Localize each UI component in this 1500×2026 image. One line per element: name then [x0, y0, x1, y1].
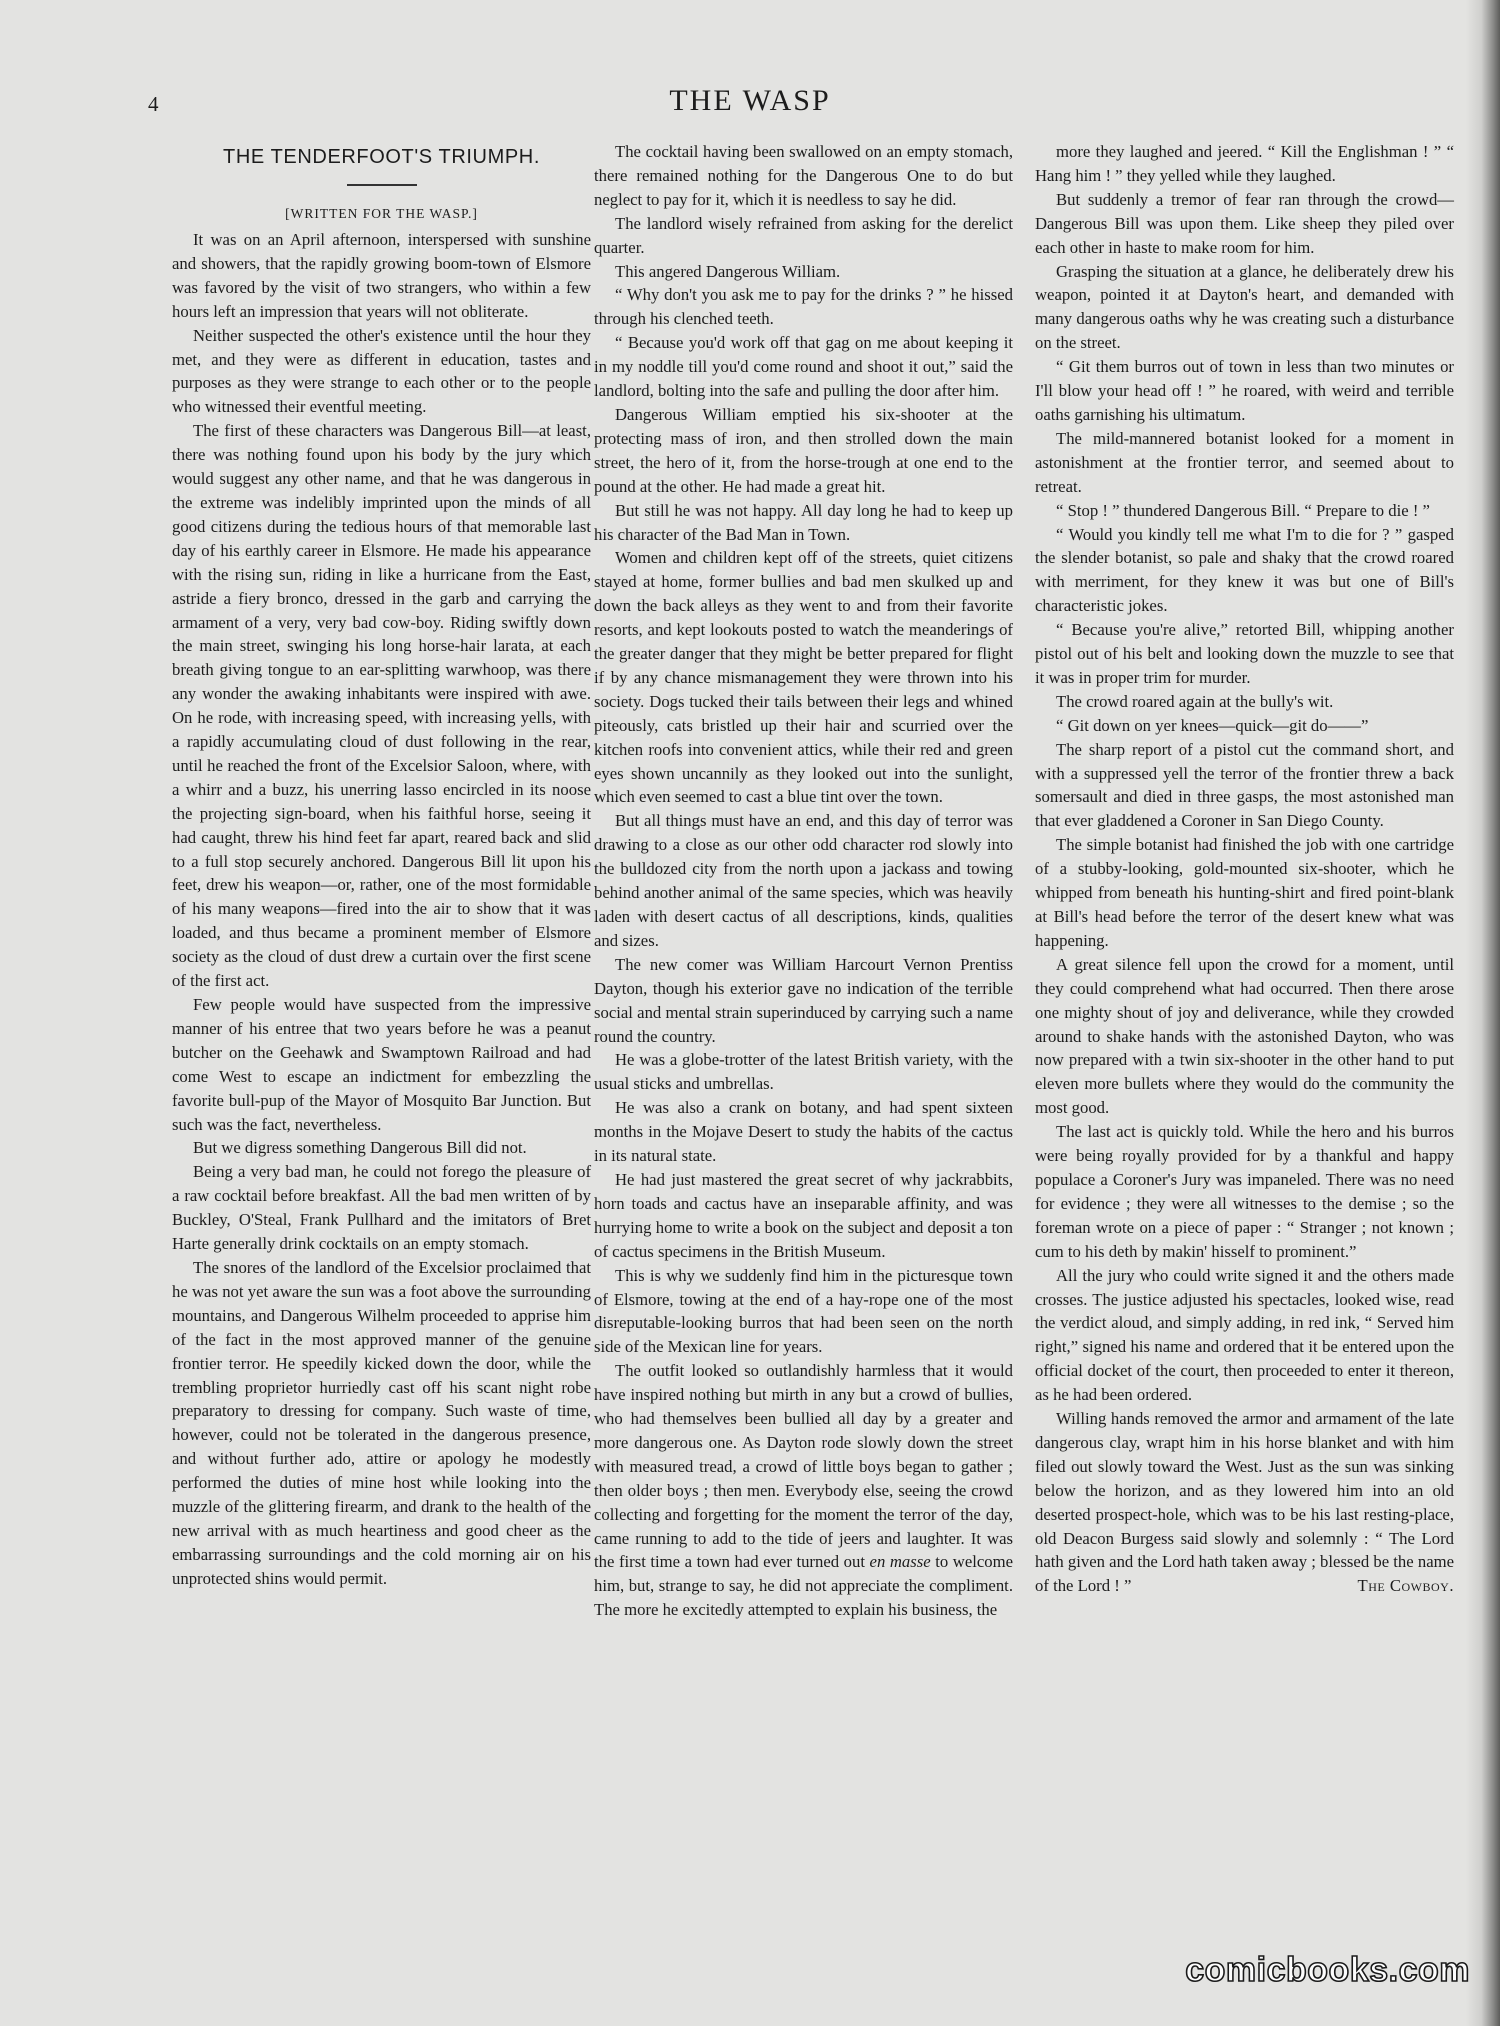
article-paragraph: He was a globe-trotter of the latest British variety, with the usual sticks and umbrellas. [594, 1050, 1013, 1094]
article-column-2 [594, 140, 1013, 1622]
page-binding-shadow [1466, 0, 1500, 2026]
article-paragraph: Willing hands removed the armor and armament of the late dangerous clay, wrapt him in his horse blanket and with him filed out slowly toward the West. Just as the sun was sinking below the horizon, and as they lowered him into an old deserted prospect-hole, which was to be his last resting-place, old Deacon Burgess said slowly and solemnly : “ The Lord hath given and the Lord hath taken away ; blessed be the name of the Lord ! ” [1035, 1409, 1454, 1596]
article-paragraph: The outfit looked so outlandishly harmless that it would have inspired nothing but mirth in any but a crowd of bullies, who had themselves been bullied all day by a greater and more dangerous one. As Dayton rode slowly down the street with measured tread, a crowd of little boys began to gather ; then older boys ; then men. Everybody else, seeing the crowd collecting and forgetting for the moment the terror of the day, came running to add to the tide of jeers and laughter. It was the first time a town had ever turned out en masse to welcome him, but, strange to say, he did not appreciate the compliment. The more he excitedly attempted to explain his business, the [594, 1361, 1013, 1620]
article-paragraph: A great silence fell upon the crowd for a moment, until they could comprehend what had occurred. Then there arose one mighty shout of joy and deliverance, while they crowded around to shake hands with the astonished Dayton, who was now prepared with a twin six-shooter in the other hand to put eleven more bullets where they would do the community the most good. [1035, 954, 1454, 1118]
article-column-3 [1035, 140, 1454, 1598]
article-paragraph: The snores of the landlord of the Excelsior proclaimed that he was not yet aware the sun was a foot above the surrounding mountains, and Dangerous Wilhelm proceeded to apprise him of the fact in the most approved manner of the genuine frontier terror. He speedily kicked down the door, while the trembling proprietor hurriedly cast off his scant night robe preparatory to dressing for company. Such waste of time, however, could not be tolerated in the dangerous presence, and without further ado, attire or apology he modestly performed the duties of mine host while looking into the muzzle of the glittering firearm, and drank to the health of the new arrival with as much heartiness and good cheer as the embarrassing surroundings and the cold morning air on his unprotected shins would permit. [172, 1257, 591, 1588]
article-paragraph: The mild-mannered botanist looked for a moment in astonishment at the frontier terror, and seemed about to retreat. [1035, 428, 1454, 496]
article-paragraph: “ Git down on yer knees—quick—git do——” [1056, 715, 1369, 735]
article-paragraph: The simple botanist had finished the job with one cartridge of a stubby-looking, gold-mounted six-shooter, which he whipped from beneath his hunting-shirt and fired point-blank at Bill's head before the terror of the desert knew what was happening. [1035, 835, 1454, 950]
article-paragraph: “ Would you kindly tell me what I'm to die for ? ” gasped the slender botanist, so pale and shaky that the crowd roared with merriment, for they knew it was but one of Bill's characteristic jokes. [1035, 524, 1454, 616]
article-column-1 [172, 140, 591, 1591]
article-paragraph: “ Why don't you ask me to pay for the drinks ? ” he hissed through his clenched teeth. [594, 285, 1013, 329]
article-paragraph: The last act is quickly told. While the hero and his burros were being royally provided for by a thankful and happy populace a Coroner's Jury was impaneled. There was no need for evidence ; they were all witnesses to the demise ; so the foreman wrote on a piece of paper : “ Stranger ; not known ; cum to his deth by makin' hisself to prominent.” [1035, 1122, 1454, 1261]
title-rule [347, 184, 417, 186]
article-paragraph: It was on an April afternoon, interspersed with sunshine and showers, that the rapidly growing boom-town of Elsmore was favored by the visit of two strangers, who within a few hours left an impression that years will not obliterate. [172, 230, 591, 321]
article-paragraph: All the jury who could write signed it and the others made crosses. The justice adjusted his spectacles, looked wise, read the verdict aloud, and simply adding, in red ink, “ Served him right,” signed his name and ordered that it be entered upon the official docket of the court, then proceeded to enter it thereon, as he had been ordered. [1035, 1265, 1454, 1405]
article-paragraph: But suddenly a tremor of fear ran through the crowd—Dangerous Bill was upon them. Like sheep they piled over each other in haste to make room for him. [1035, 189, 1454, 257]
column-1-body [172, 228, 591, 1591]
article-paragraph: This is why we suddenly find him in the picturesque town of Elsmore, towing at the end of a hay-rope one of the most disreputable-looking burros that had been seen on the north side of the Mexican line for years. [594, 1265, 1013, 1357]
article-paragraph: “ Stop ! ” thundered Dangerous Bill. “ Prepare to die ! ” [1056, 500, 1430, 520]
article-paragraph: Grasping the situation at a glance, he deliberately drew his weapon, pointed it at Dayton's heart, and demanded with many dangerous oaths why he was creating such a disturbance on the street. [1035, 261, 1454, 353]
column-3-body [1035, 140, 1454, 1598]
article-paragraph: Dangerous William emptied his six-shooter at the protecting mass of iron, and then strolled down the main street, the hero of it, from the horse-trough at one end to the pound at the other. He had made a great hit. [594, 404, 1013, 496]
column-2-body [594, 140, 1013, 1622]
article-paragraph: Women and children kept off of the streets, quiet citizens stayed at home, former bullies and bad men skulked up and down the back alleys as they went to and from their favorite resorts, and kept lookouts posted to watch the meanderings of the greater danger that they might be better prepared for flight if by any chance mismanagement they were thrown into his society. Dogs tucked their tails between their legs and whined piteously, cats bristled up their hair and scurried over the kitchen roofs into convenient attics, while their red and green eyes shown uncannily as they looked out into the sunlight, which even seemed to cast a blue tint over the town. [594, 548, 1013, 807]
article-paragraph: “ Because you're alive,” retorted Bill, whipping another pistol out of his belt and looking down the muzzle to see that it was in proper trim for murder. [1035, 620, 1454, 687]
masthead-title: THE WASP [669, 84, 831, 117]
article-paragraph: The first of these characters was Dangerous Bill—at least, there was nothing found upon his body by the jury which would suggest any other name, and that he was dangerous in the extreme was indelibly imprinted upon the minds of all good citizens during the tedious hours of that memorable last day of his earthly career in Elsmore. He made his appearance with the rising sun, riding in like a hurricane from the East, astride a fiery bronco, dressed in the garb and carrying the armament of a very, very bad cow-boy. Riding swiftly down the main street, swinging his long horse-hair larata, at each breath giving tongue to an ear-splitting warwhoop, was there any wonder the awaking inhabitants were inspired with awe. On he rode, with increasing speed, with increasing yells, with a rapidly accumulating cloud of dust following in the rear, until he reached the front of the Excelsior Saloon, where, with a whirr and a buzz, his unerring lasso encircled in its noose the projecting sign-board, when his faithful horse, seeing it had caught, threw his hind feet far apart, reared back and slid to a full stop securely anchored. Dangerous Bill lit upon his feet, drew his weapon—or, rather, one of the most formidable of his many weapons—fired into the air to show that it was loaded, and thus became a prominent member of Elsmore society as the cloud of dust drew a curtain over the first scene of the first act. [172, 421, 591, 991]
article-paragraph: “ Git them burros out of town in less than two minutes or I'll blow your head off ! ” he roared, with weird and terrible oaths garnishing his ultimatum. [1035, 357, 1454, 424]
page-number: 4 [148, 92, 159, 116]
article-paragraph: “ Because you'd work off that gag on me about keeping it in my noddle till you'd come round and shoot it out,” said the landlord, bolting into the safe and pulling the door after him. [594, 333, 1013, 401]
article-paragraph: Few people would have suspected from the impressive manner of his entree that two years before he was a peanut butcher on the Geehawk and Swamptown Railroad and had come West to escape an indictment for embezzling the favorite bull-pup of the Mayor of Mosquito Bar Junction. But such was the fact, nevertheless. [172, 995, 591, 1134]
article-paragraph: Being a very bad man, he could not forego the pleasure of a raw cocktail before breakfast. All the bad men written of by Buckley, O'Steal, Frank Pullhard and the imitators of Bret Harte generally drink cocktails on an empty stomach. [172, 1162, 591, 1254]
article-paragraph: more they laughed and jeered. “ Kill the Englishman ! ” “ Hang him ! ” they yelled while they laughed. [1035, 142, 1454, 185]
article-paragraph: But we digress something Dangerous Bill did not. [193, 1138, 527, 1158]
article-paragraph: But still he was not happy. All day long he had to keep up his character of the Bad Man in Town. [594, 500, 1013, 544]
watermark-logo: comicbooks.com [1185, 1951, 1470, 1989]
article-signature: The Cowboy. [1357, 1576, 1454, 1596]
article-paragraph: He had just mastered the great secret of why jackrabbits, horn toads and cactus have an inseparable affinity, and was hurrying home to write a book on the subject and deposit a ton of cactus specimens in the British Museum. [594, 1169, 1013, 1261]
article-paragraph: The crowd roared again at the bully's wit. [1056, 691, 1334, 711]
article-paragraph: He was also a crank on botany, and had spent sixteen months in the Mojave Desert to study the habits of the cactus in its natural state. [594, 1098, 1013, 1166]
article-paragraph: Neither suspected the other's existence until the hour they met, and they were as different in education, tastes and purposes as they were strange to each other or to the people who witnessed their eventful meeting. [172, 325, 591, 417]
article-byline: [WRITTEN FOR THE WASP.] [285, 206, 478, 221]
article-paragraph: The new comer was William Harcourt Vernon Prentiss Dayton, though his exterior gave no indication of the terrible social and mental strain superinduced by carrying such a name round the country. [594, 954, 1013, 1046]
article-paragraph: But all things must have an end, and this day of terror was drawing to a close as our other odd character rod slowly into the bulldozed city from the north upon a jackass and towing behind another animal of the same species, which was heavily laden with desert cactus of all descriptions, kinds, qualities and sizes. [594, 811, 1013, 950]
article-paragraph: This angered Dangerous William. [615, 261, 841, 281]
article-title: THE TENDERFOOT'S TRIUMPH. [223, 146, 540, 168]
article-paragraph: The sharp report of a pistol cut the command short, and with a suppressed yell the terror of the frontier threw a back somersault and died in three gasps, the most astonished man that ever gladdened a Coroner in San Diego County. [1035, 739, 1454, 831]
article-paragraph: The cocktail having been swallowed on an empty stomach, there remained nothing for the Dangerous One to do but neglect to pay for it, which it is needless to say he did. [594, 142, 1013, 209]
article-paragraph: The landlord wisely refrained from asking for the derelict quarter. [594, 213, 1013, 257]
